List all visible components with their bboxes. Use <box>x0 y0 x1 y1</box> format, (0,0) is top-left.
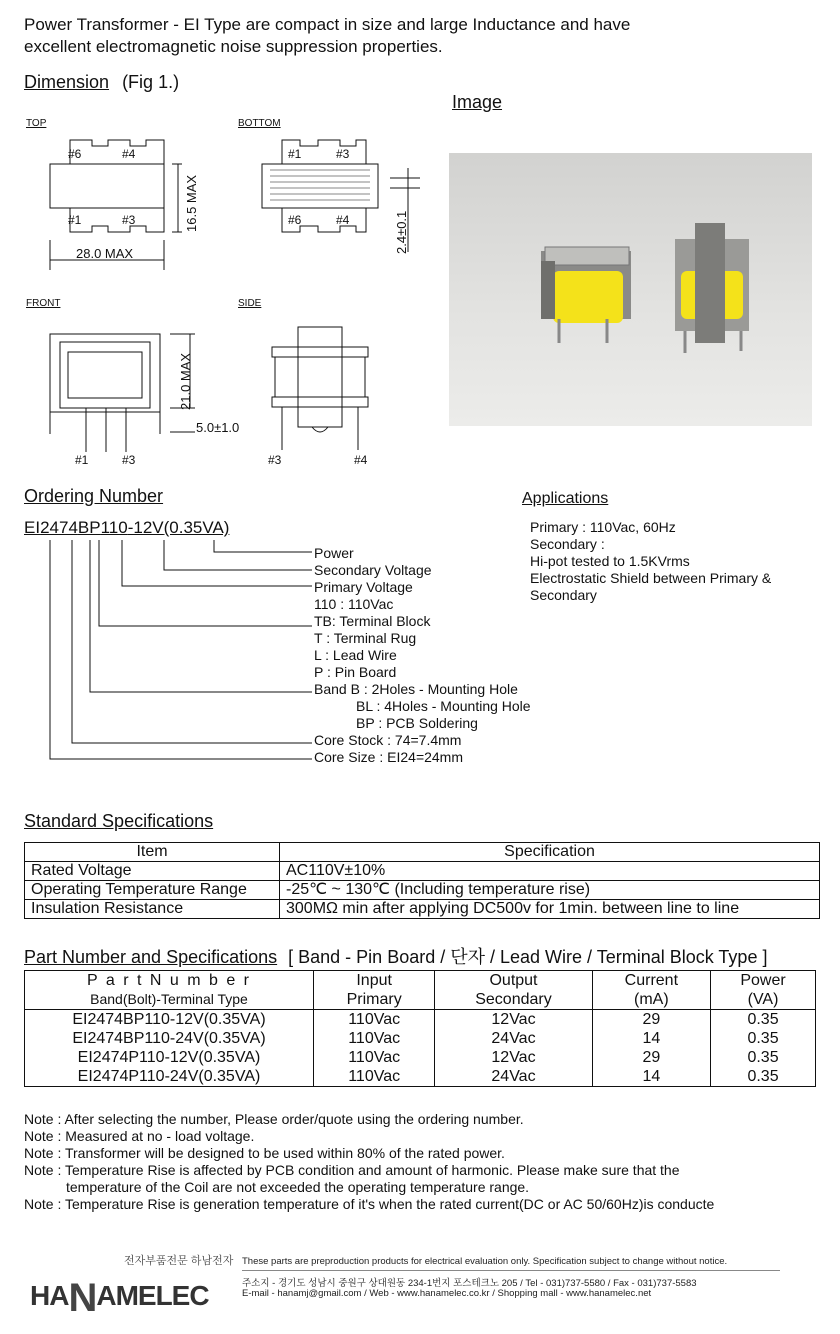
parts-header-part <box>25 971 314 1010</box>
order-line-tb: TB: Terminal Block <box>314 613 431 629</box>
part-number-cell: EI2474P110-24V(0.35VA) <box>25 1067 314 1087</box>
parts-header-power-title: Power <box>740 972 786 989</box>
side-pin-label-3: #3 <box>268 453 282 467</box>
parts-header-input-sub: Primary <box>346 991 402 1008</box>
front-pin-label-3: #3 <box>122 453 136 467</box>
front-pin-label-1: #1 <box>75 453 89 467</box>
spec-cell-item: Insulation Resistance <box>25 900 280 919</box>
side-view <box>272 327 368 450</box>
bottom-pin-label-4: #4 <box>336 213 350 227</box>
order-line-p: P : Pin Board <box>314 664 397 680</box>
app-line-hipot: Hi-pot tested to 1.5KVrms <box>530 553 690 569</box>
height-dimension: 16.5 MAX <box>184 174 199 232</box>
top-view-label: TOP <box>26 118 47 129</box>
note-line: Note : Transformer will be designed to be used within 80% of the rated power. <box>24 1145 505 1161</box>
table-row <box>25 1067 816 1087</box>
table-row <box>25 1029 816 1048</box>
top-pin-label-6: #6 <box>68 147 82 161</box>
standard-specs-heading <box>24 811 213 832</box>
code-primary: 110 <box>100 518 128 537</box>
top-pin-label-1: #1 <box>68 213 82 227</box>
order-line-core-size: Core Size : EI24=24mm <box>314 749 464 765</box>
ordering-heading <box>24 486 163 507</box>
logo-wordmark <box>30 1270 209 1320</box>
image-heading <box>452 92 502 113</box>
logo-text-left: HA <box>30 1280 69 1311</box>
ordering-legend <box>314 545 531 766</box>
order-line-band-b: Band B : 2Holes - Mounting Hole <box>314 681 518 697</box>
parts-header-power <box>711 971 816 1010</box>
order-line-bl: BL : 4Holes - Mounting Hole <box>356 698 531 714</box>
current-cell: 14 <box>592 1029 710 1048</box>
part-number-cell: EI2474BP110-24V(0.35VA) <box>25 1029 314 1048</box>
note-line: Note : After selecting the number, Please order/quote using the ordering number. <box>24 1111 524 1127</box>
part-number-cell: EI2474P110-12V(0.35VA) <box>25 1048 314 1067</box>
input-cell: 110Vac <box>314 1010 435 1030</box>
parts-header-current-title: Current <box>624 972 679 989</box>
parts-header-input-title: Input <box>356 972 392 989</box>
table-row <box>25 862 820 881</box>
front-height-dimension: 21.0 MAX <box>178 352 193 410</box>
spec-header-item: Item <box>25 843 280 862</box>
front-view-label: FRONT <box>26 298 61 309</box>
transformer-photo-illustration <box>449 153 812 426</box>
current-cell: 29 <box>592 1010 710 1030</box>
note-line: Note : Measured at no - load voltage. <box>24 1128 255 1144</box>
intro-text <box>24 14 630 58</box>
pin-dimension: 2.4±0.1 <box>394 210 409 254</box>
footer-contact: E-mail - hanamj@gmail.com / Web - www.hanamelec.co.kr / Shopping mall - www.hanamelec.net <box>242 1288 652 1299</box>
side-view-label: SIDE <box>238 298 262 309</box>
code-power: (0.35VA) <box>163 518 230 537</box>
logo-text-n: N <box>68 1276 97 1320</box>
ordering-leader-lines <box>24 536 324 768</box>
intro-line-2: excellent electromagnetic noise suppression properties. <box>24 37 443 56</box>
dimension-title: Dimension <box>24 72 110 92</box>
order-line-core-stock: Core Stock : 74=7.4mm <box>314 732 462 748</box>
code-ei: EI <box>24 518 41 537</box>
code-core-stock: 74 <box>58 518 78 537</box>
parts-header-output-title: Output <box>489 972 538 989</box>
pin-length-dimension: 5.0±1.0 <box>196 420 240 435</box>
parts-header-part-sub: Band(Bolt)-Terminal Type <box>90 991 248 1007</box>
power-cell: 0.35 <box>747 1068 779 1085</box>
input-cell: 110Vac <box>314 1029 435 1048</box>
parts-header-current-sub: (mA) <box>634 991 669 1008</box>
spec-cell-value: 300MΩ min after applying DC500v for 1min. between line to line <box>280 900 820 919</box>
power-cell: 0.35 <box>747 1049 779 1066</box>
spec-cell-value: AC110V±10% <box>280 862 820 881</box>
input-cell: 110Vac <box>314 1067 435 1087</box>
fig-label: (Fig 1.) <box>122 72 180 92</box>
power-cell: 0.35 <box>747 1030 779 1047</box>
app-line-shield: Electrostatic Shield between Primary & <box>530 570 772 586</box>
note-line: Note : Temperature Rise is generation temperature of it's when the rated current(DC or AC 50/60Hz)is conducte <box>24 1196 715 1212</box>
spec-cell-value: -25℃ ~ 130℃ (Including temperature rise) <box>280 881 820 900</box>
code-secondary: -12V <box>127 518 164 537</box>
parts-header-power-sub: (VA) <box>747 991 779 1008</box>
table-row <box>25 881 820 900</box>
image-title: Image <box>452 92 503 112</box>
code-band: BP <box>77 518 101 537</box>
output-cell: 12Vac <box>435 1048 592 1067</box>
ordering-code <box>24 518 229 538</box>
product-photo <box>449 153 812 426</box>
applications-title: Applications <box>522 490 609 507</box>
order-line-secondary: Secondary Voltage <box>314 562 432 578</box>
table-row <box>25 900 820 919</box>
ordering-title: Ordering Number <box>24 486 164 506</box>
notes <box>24 1111 714 1213</box>
order-line-power: Power <box>314 545 354 561</box>
parts-header-output-sub: Secondary <box>475 991 552 1008</box>
logo-korean-tagline: 전자부품전문 하남전자 <box>124 1255 234 1267</box>
note-line: temperature of the Coil are not exceeded the operating temperature range. <box>66 1179 530 1195</box>
output-cell: 12Vac <box>435 1010 592 1030</box>
input-cell: 110Vac <box>314 1048 435 1067</box>
output-cell: 24Vac <box>435 1067 592 1087</box>
dimension-heading <box>24 72 179 93</box>
table-header-row <box>25 971 816 1010</box>
bottom-pin-label-1: #1 <box>288 147 302 161</box>
parts-title: Part Number and Specifications <box>24 947 278 967</box>
parts-heading <box>24 943 767 969</box>
spec-cell-item: Operating Temperature Range <box>25 881 280 900</box>
parts-header-input <box>314 971 435 1010</box>
table-row <box>25 1010 816 1030</box>
dimension-drawings <box>20 112 440 472</box>
applications-heading <box>522 490 608 508</box>
transformer-right <box>675 223 749 353</box>
table-header-row <box>25 843 820 862</box>
footer-disclaimer: These parts are preproduction products for electrical evaluation only. Specification subject to change without notice. <box>242 1256 728 1267</box>
footer-divider <box>242 1270 780 1271</box>
applications-list <box>530 519 771 604</box>
order-line-primary: Primary Voltage <box>314 579 413 595</box>
parts-table <box>24 970 816 1087</box>
order-line-t: T : Terminal Rug <box>314 630 417 646</box>
parts-header-current <box>592 971 710 1010</box>
part-number-cell: EI2474BP110-12V(0.35VA) <box>25 1010 314 1030</box>
width-dimension: 28.0 MAX <box>76 246 134 261</box>
bottom-pin-label-6: #6 <box>288 213 302 227</box>
spec-cell-item: Rated Voltage <box>25 862 280 881</box>
app-line-primary: Primary : 110Vac, 60Hz <box>530 519 676 535</box>
code-core-size: 24 <box>40 518 59 537</box>
top-pin-label-3: #3 <box>122 213 136 227</box>
current-cell: 14 <box>592 1067 710 1087</box>
order-line-l: L : Lead Wire <box>314 647 397 663</box>
parts-header-part-title: P a r t N u m b e r <box>87 972 251 989</box>
bottom-pin-label-3: #3 <box>336 147 350 161</box>
table-row <box>25 1048 816 1067</box>
order-line-primary-110: 110 : 110Vac <box>314 596 394 612</box>
logo-text-right: AMELEC <box>96 1280 209 1311</box>
spec-header-spec: Specification <box>280 843 820 862</box>
parts-subtitle: [ Band - Pin Board / 단자 / Lead Wire / Terminal Block Type ] <box>288 947 768 967</box>
side-pin-label-4: #4 <box>354 453 368 467</box>
standard-specs-title: Standard Specifications <box>24 811 214 831</box>
app-line-secondary: Secondary : <box>530 536 605 552</box>
current-cell: 29 <box>592 1048 710 1067</box>
transformer-left <box>541 247 631 343</box>
top-pin-label-4: #4 <box>122 147 136 161</box>
note-line: Note : Temperature Rise is affected by PCB condition and amount of harmonic. Please make sure that the <box>24 1162 680 1178</box>
footer-address: 주소지 - 경기도 성남시 중원구 상대원동 234-1번지 포스테크노 205 / Tel - 031)737-5580 / Fax - 031)737-5583 <box>242 1278 697 1289</box>
power-cell: 0.35 <box>747 1011 779 1028</box>
parts-header-output <box>435 971 592 1010</box>
app-line-shield-2: Secondary <box>530 587 597 603</box>
hanamelec-logo <box>30 1252 236 1320</box>
order-line-bp: BP : PCB Soldering <box>356 715 478 731</box>
bottom-view-label: BOTTOM <box>238 118 281 129</box>
intro-line-1: Power Transformer - EI Type are compact in size and large Inductance and have <box>24 15 631 34</box>
front-view <box>50 334 195 452</box>
output-cell: 24Vac <box>435 1029 592 1048</box>
standard-specs-table <box>24 842 820 919</box>
